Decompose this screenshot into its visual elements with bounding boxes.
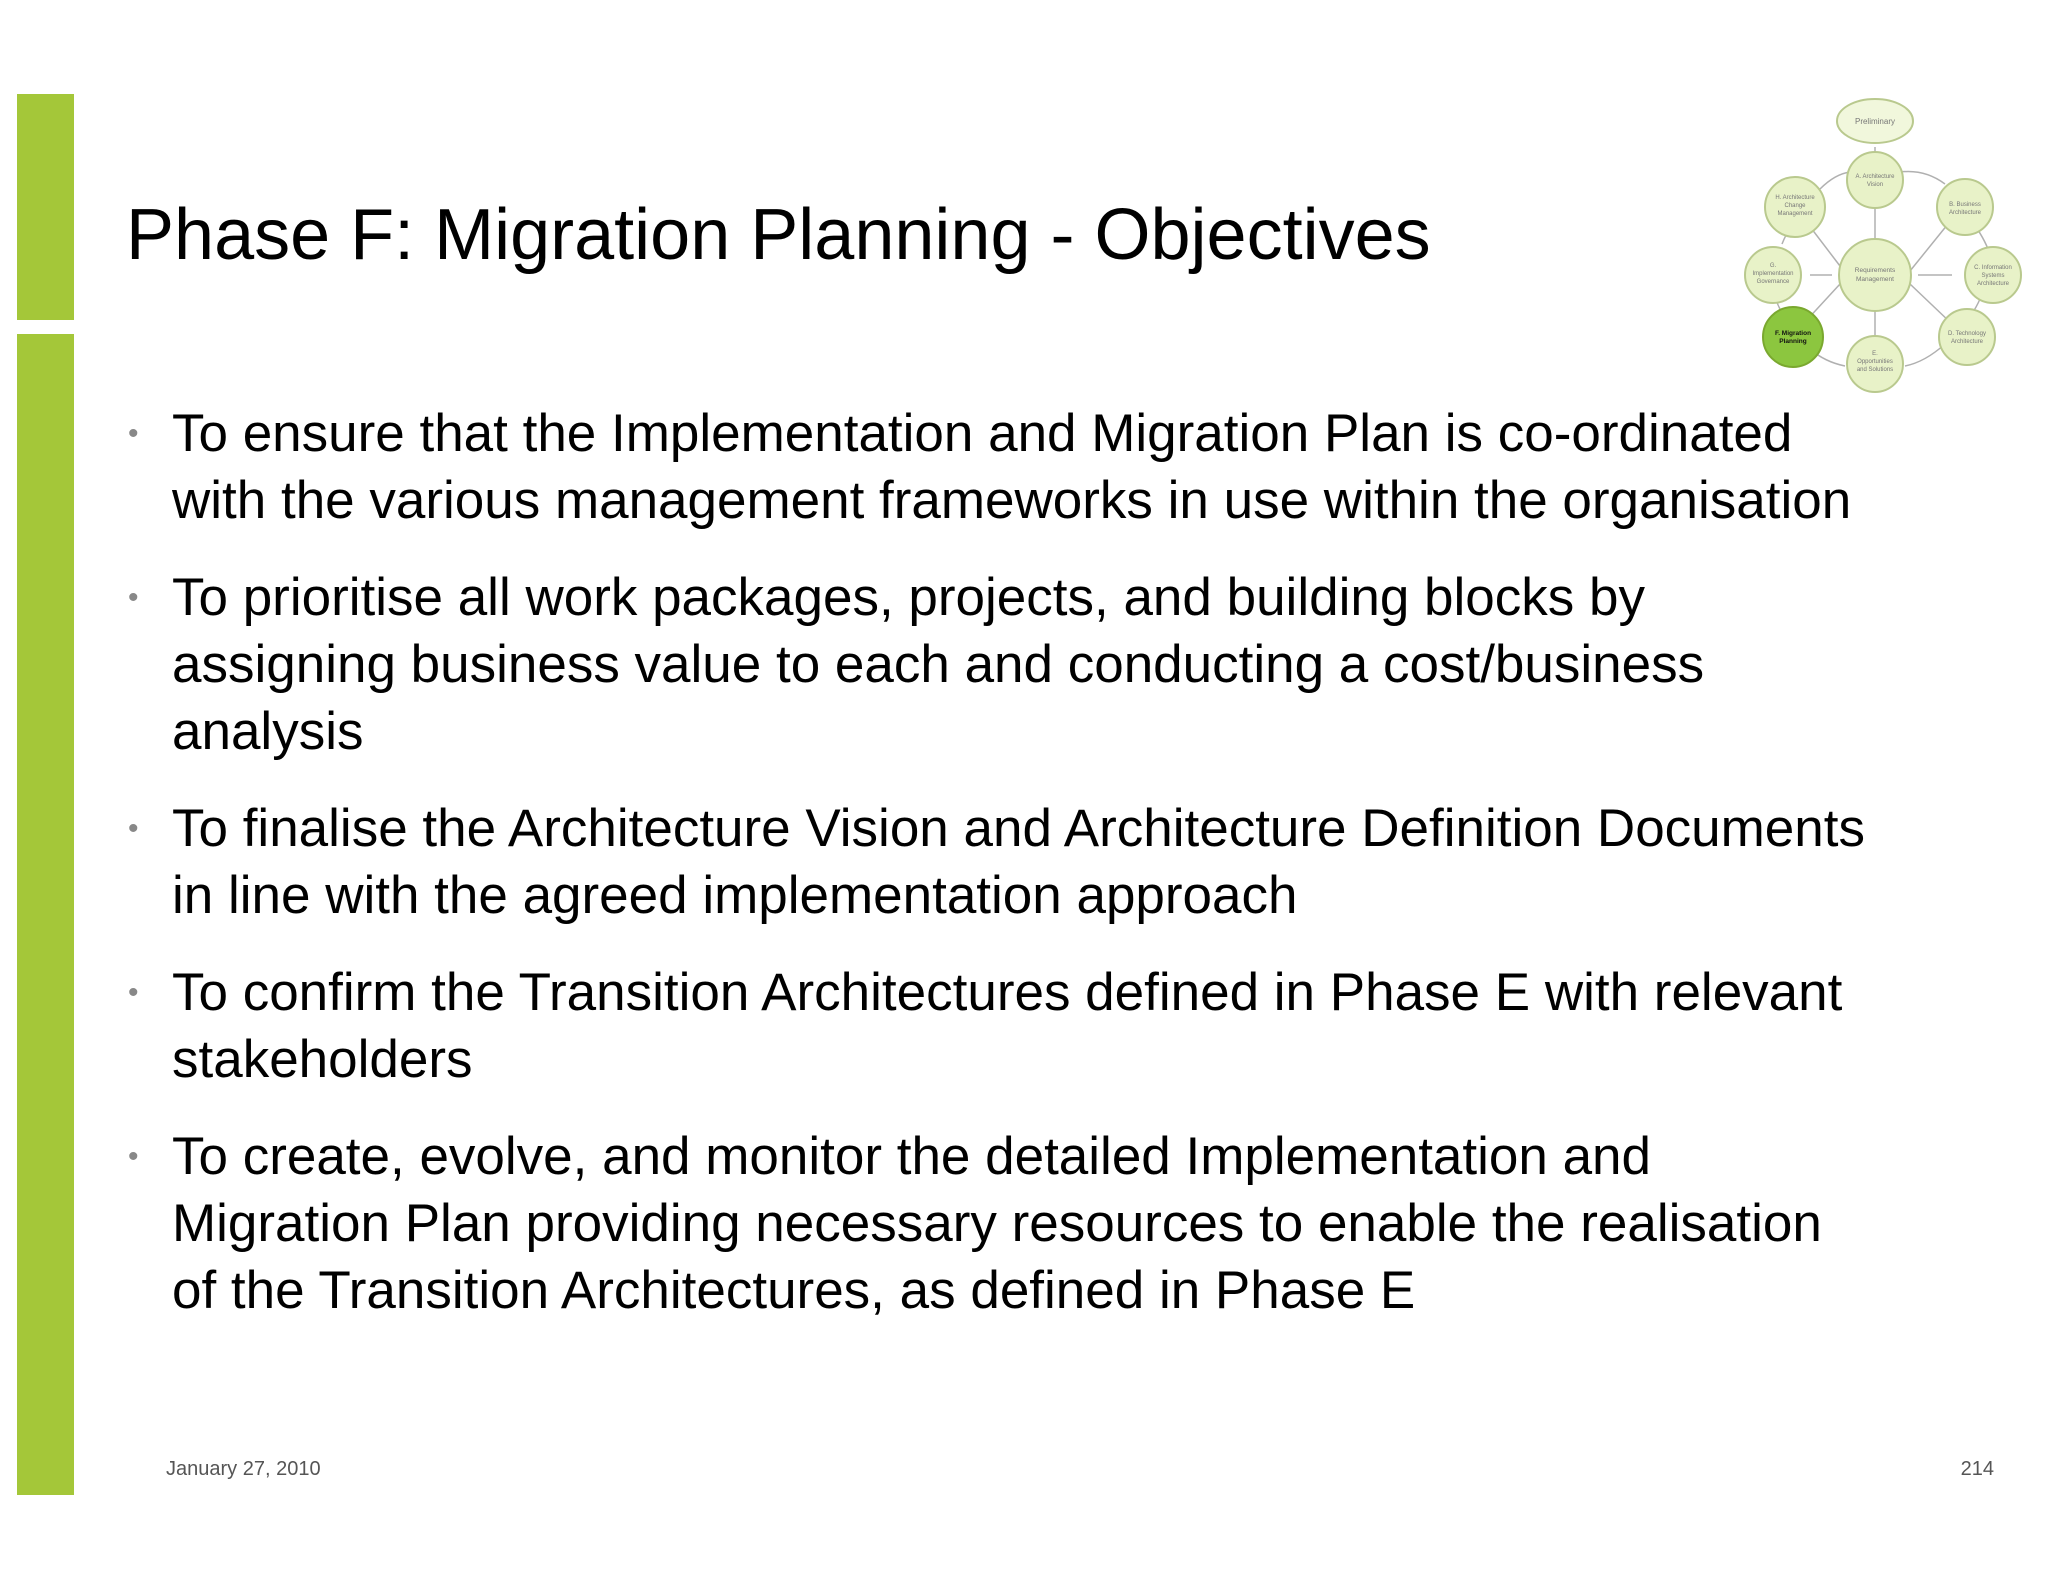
adm-label-business-1: B. Business [1949,202,1981,208]
adm-node-vision [1847,152,1903,208]
bullet-dot: • [128,976,139,1009]
objectives-list [120,400,1870,1354]
accent-bar-bottom [17,334,74,1495]
accent-bar-top [17,94,74,320]
objective-text: To finalise the Architecture Vision and Architecture Definition Documents in line with the agreed implementation approach [172,799,1865,925]
bullet-dot: • [128,812,139,845]
page-number: 214 [1960,1458,1994,1480]
objective-item [120,1123,1870,1324]
objective-text: To ensure that the Implementation and Migration Plan is co-ordinated with the various management frameworks in use within the organisation [172,404,1852,530]
adm-node-migration [1763,307,1823,367]
adm-node-opportunities [1847,336,1903,392]
adm-label-technology-1: D. Technology [1948,331,1986,337]
adm-label-governance-1: G. [1769,263,1777,269]
adm-label-vision-2: Vision [1866,182,1884,188]
objective-text: To confirm the Transition Architectures defined in Phase E with relevant stakeholders [172,963,1843,1089]
adm-label-requirements-2: Management [1856,276,1894,283]
bullet-dot: • [128,581,139,614]
bullet-dot: • [128,1140,139,1173]
adm-node-information [1965,247,2021,303]
objective-item [120,795,1870,929]
adm-label-requirements-1: Requirements [1854,267,1896,274]
adm-label-migration-1: F. Migration [1774,330,1812,337]
footer-date: January 27, 2010 [166,1458,321,1480]
adm-node-preliminary [1837,99,1913,143]
adm-node-change [1765,177,1825,237]
adm-label-preliminary: Preliminary [1854,117,1896,126]
adm-node-governance [1745,247,1801,303]
adm-label-change-3: Management [1777,211,1813,217]
adm-node-requirements [1839,239,1911,311]
adm-label-information-3: Architecture [1976,281,2010,287]
bullet-dot: • [128,417,139,450]
objective-text: To prioritise all work packages, projects, and building blocks by assigning business value to each and conducting a cost/business analysis [172,568,1705,761]
adm-label-opportunities-1: E. [1872,351,1878,357]
adm-label-opportunities-3: and Solutions [1856,367,1894,373]
adm-label-governance-3: Governance [1756,279,1790,285]
adm-label-opportunities-2: Opportunities [1857,359,1893,365]
adm-label-information-2: Systems [1981,273,2005,279]
adm-label-vision-1: A. Architecture [1855,174,1895,180]
adm-cycle-diagram [1720,94,2030,394]
adm-label-information-1: C. Information [1974,265,2012,271]
adm-label-migration-2: Planning [1779,338,1807,345]
slide-title: Phase F: Migration Planning - Objectives [126,195,1431,275]
adm-label-governance-2: Implementation [1752,271,1794,277]
objective-text: To create, evolve, and monitor the detailed Implementation and Migration Plan providing necessary resources to enable the realisation of the Transition Architectures, as defined in Phase E [172,1127,1822,1320]
adm-node-business [1937,179,1993,235]
objective-item [120,400,1870,534]
adm-label-business-2: Architecture [1948,210,1982,216]
objective-item [120,564,1870,765]
adm-node-technology [1939,309,1995,365]
adm-label-change-1: H. Architecture [1775,195,1815,201]
adm-label-technology-2: Architecture [1950,339,1984,345]
adm-label-change-2: Change [1784,203,1806,209]
objective-item [120,959,1870,1093]
